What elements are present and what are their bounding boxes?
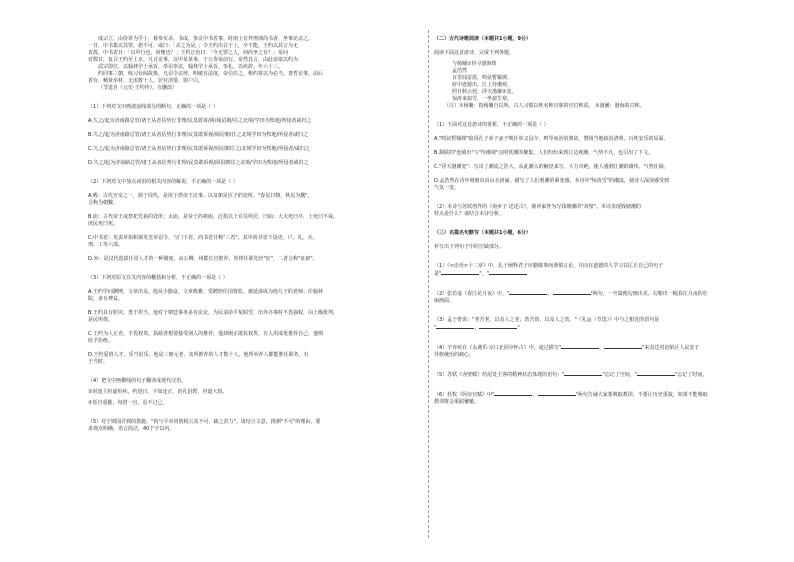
option: B.王约具有胆识，勇于担当。他对于朝廷事务多有议论，为民请命平冤昭雪，出外办事时不畏强权，由上级批判， — [88, 310, 339, 316]
item-tail: "，" — [479, 271, 489, 277]
option: D.王约爱惜人才，乐当伯乐。他是三朝元老，其所推荐的人才数十人，他所举荐人都能胜任职务，有 — [88, 352, 309, 358]
poem-line: 府中连骑出，江上待潮观。 — [452, 82, 513, 88]
answer-blank[interactable] — [441, 270, 479, 275]
option-cont: 是民所倚。 — [88, 317, 114, 323]
passage-line: 一日，中书集议其罪，恕不可，咸曰：「杀之为是。」令王约出召于上，卒不能，王约以其言为无 — [88, 43, 299, 49]
poem-line: 百里闻雷震，鸣弦暂辍弹。 — [452, 75, 513, 81]
section-intro: 补写出下列句子中的空缺部分。 — [434, 244, 505, 250]
answer-blank[interactable] — [509, 290, 547, 295]
question-stem: （5）对于则国并到的措施，"构与平章同情相言其不可，疏之甚力"。请结合文意，推测"不可"的理由。要 — [88, 419, 321, 425]
question-stem: （1）下面对这首唐诗的赏析，不正确的一项是（ ） — [434, 122, 549, 128]
passage-source: （节选自《元史·王约传》，有删改） — [98, 85, 178, 91]
section-poetry — [434, 36, 772, 218]
poem-line: 惊涛来似雪，一坐凛生寒。 — [452, 96, 513, 102]
translation-item: ①时逍主恒虚恒疾，约进曰，不如还正，治礼伯陛，世道大惧。 — [88, 389, 228, 395]
dictation-item: （3）孟子曾说："老吾老，以及人之老；幼吾幼，以及人之幼。"《礼运（节选）》中与之相近的语句是 " ， " — [434, 317, 660, 331]
poem-note: （注）①杨墉：指杨墉自以所。古人习惯以姓名称官职的官位称说。 ②渤澥：渤海的古称。 — [444, 103, 645, 109]
item-text: （4）辛弃疾在《永遇乐·京口北固亭怀古》中，通过描写" — [434, 345, 562, 351]
item-tail: "忘记了空间，" — [602, 372, 638, 378]
section-dictation — [434, 230, 772, 406]
option: A."鸣弦暂辍弹"暗用孔子弟子宓子贱任单父县令，鸣琴而治的典故，赞扬当地政治清明，百姓安乐的局面。 — [434, 136, 669, 142]
option: C."浮天渤澥宽"：写出了潮流之浩大，从此潮入的触觉来写，大力奇绝，使人感到江潮的雄伟，气势壮阔。 — [434, 164, 669, 170]
item-text: （1）《<论语>十二章》中，孔子阐释君子应勤敬事而谨慎言论，并向有道德的人学习以匡正自己的句子 — [434, 263, 664, 269]
option: B.颔联的"连骑出"与"待潮观"点明赏潮的聚集，人们纷纷来到江边观潮，气势不凡，也引出了下文。 — [434, 150, 654, 156]
question-2 — [88, 179, 422, 263]
item-text: （3）孟子曾说："老吾老，以及人之老；幼吾幼，以及人之幼。"《礼运（节选）》中与之相近的语句是 — [434, 317, 660, 323]
dictation-item: （2）张若虚《春江花月夜》中，" ， "两句，一开篇便勾画出美、勾勒出一幅春江月夜的壮 丽画面。 — [434, 291, 708, 304]
question-stem: （2）本诗与苏轼创作的《南乡子·送述古》，被评家誉为写钱塘潮的"双璧"。本诗表现钱塘潮的 — [434, 204, 641, 210]
answer-blank[interactable] — [561, 344, 599, 349]
answer-blank[interactable] — [479, 324, 520, 331]
answer-blank[interactable] — [604, 344, 642, 349]
option-cont: 刑、工等六部。 — [88, 242, 124, 248]
option: B.庙：古代帝王或祭祀先祖的处所；太庙，是帝王的祖庙，泛指以上官员所居，曰庙；大夫死曰卒，士死曰不禄， — [88, 214, 339, 220]
item-tail: " — [517, 325, 520, 331]
option: C.久之/起为济南路总管/诸王从者估势行非理/民莫敢诉视/阅诏朝往之/北境学田为牧地/所侵者/咸归之 — [88, 146, 310, 152]
poem-author: 孟浩然 — [452, 68, 468, 74]
option: B.久之/起为济南路总管/诸王从者估势行非理/民莫敢诉视/阅诏朝/往之北境学田为牧地/所侵者咸归之 — [88, 132, 309, 138]
passage-line: 直故，中书省日：「以甲行也，何愧也？」王约正色曰：「今无罪之人，何尚争之有？」帝问 — [88, 50, 289, 56]
section-title: （三）名篇名句默写（本题共1小题，6分） — [434, 230, 531, 236]
item-tail: 是" — [434, 271, 442, 277]
option: A.久之/起为济南路总管/诸王从者估势行非理/民莫敢诉/视/阅诏朝/往之北境/学田为牧地/所侵者咸归之 — [88, 118, 312, 124]
question-stem: （4）把文中画横线的句子翻译成现代汉语。 — [88, 378, 187, 384]
passage-line: 成宗立，由侍讲为学士，暮参实录。书成，参议中书省事。时南士有拜刑部尚书者，坐事论杀之。 — [98, 36, 314, 42]
answer-blank[interactable] — [553, 290, 591, 295]
item-tail: 教训将会重蹈覆辙。 — [434, 399, 480, 405]
section-intro: 阅读下面这首唐诗，完成下列各题。 — [434, 50, 515, 56]
answer-blank[interactable] — [489, 270, 527, 275]
passage-line: 武宗即位，以翰林学士承旨，奉诏奉议，翰林学士承旨，奉礼，以疾辞。年六十三。 — [98, 64, 284, 70]
option-cont: 庶民死曰死。 — [88, 221, 119, 227]
section-title: （二）古代诗歌阅读（本题共1小题，9分） — [434, 36, 531, 42]
item-tail: "忘记了时间。 — [675, 372, 708, 378]
dictation-item — [434, 263, 772, 278]
option-cont: 于当时。 — [88, 359, 109, 365]
answer-blank[interactable] — [637, 371, 675, 376]
dictation-item: （6）杜牧《阿房宫赋》中" ， "两句告诫大家要吸取教训，不要让历史重演，如果不能吸取 教训将会重蹈覆辙。 — [434, 392, 708, 405]
question-5 — [88, 419, 422, 433]
option: C.王约为人正直，不畏权贵。执政者想要接受别人的推荐，他却刚正敢抗权贵，有人用成优推荐自己，他则 — [88, 331, 324, 337]
answer-blank[interactable] — [564, 371, 602, 376]
poem — [452, 61, 772, 103]
item-tail: 丽画面。 — [434, 298, 455, 304]
dictation-item: （4）辛弃疾在《永遇乐·京口北固亭怀古》中，通过描写" ， "来表达对沦陷区人民安于 异族统治的痛心。 — [434, 345, 700, 358]
option-cont: 合称为朝觐。 — [88, 200, 119, 206]
poem-line: 照日秋云迥，浮天渤澥②宽。 — [452, 89, 517, 95]
option: C.中书省：负责草拟和颁发皇帝诏令，与门下省、尚书省并称"三省"。其中尚书省下设吏、户、礼、兵、 — [88, 235, 318, 241]
column-divider — [428, 30, 429, 538]
dictation-item — [434, 371, 772, 379]
option: D.孟浩然在诗中刻画出由山水涛涌，描写了人们观潮的紧张感，本诗中"惊涛雪"的潮流，使诗人深深感受到 — [434, 178, 670, 184]
option-cont: 给予拒绝。 — [88, 338, 114, 344]
question-stem: （2）下列对文中加点词语的相关内容的解说，不正确的一项是（ ） — [88, 179, 238, 185]
passage — [88, 36, 422, 92]
translation-item: ②惩官重勤，每惜一官，忍不过己。 — [88, 400, 168, 406]
question-stem-cont: 求观点明确，语言简洁，40个字以内。 — [88, 426, 175, 432]
option: A.殿：古代宫室之一，源于周代，是用于供帝王议事、以及朝见臣子的处所，"春见曰朝，秋见为觐"， — [88, 193, 313, 199]
option: D.久之/起为济南路总管/诸王从者估势行非理/民莫敢诉视/阅诏朝往之北境/学田为牧地/所侵者咸归之 — [88, 160, 309, 166]
poem-title: 与杨墉①侍寻渤海情 — [452, 61, 497, 67]
question-stem: （1）下列对文中画波浪线部分的断句，正确的一项是（ ） — [88, 104, 218, 110]
passage-line: 对数日，复召王约至上京。凡讨论事，以甲某某事，于公奏帝前行，帝然其言，由此帝欲以约为 — [88, 57, 299, 63]
right-column — [434, 36, 772, 406]
left-column — [88, 36, 422, 433]
question-stem-cont: 特点是什么？请结合本诗分析。 — [434, 211, 505, 217]
question-4 — [88, 378, 422, 407]
answer-blank[interactable] — [538, 391, 576, 396]
answer-blank[interactable] — [494, 391, 532, 396]
option-cont: 院，多有裨益。 — [88, 296, 124, 302]
option: D.举：是汉代选拔任用人才的一种制度，由公卿、州郡长官推荐，皆俸任职先经"征"，二者合称"征辟"。 — [88, 256, 318, 262]
item-tail: "来表达对沦陷区人民安于 — [642, 345, 700, 351]
option: A.王约学问渊博，文章出众。他从小勤奋，文章典雅；受聘担任国督监，被延请成为他儿子的老师；任翰林 — [88, 289, 323, 295]
item-tail: "两句告诫大家要吸取教训，不要让历史重演，如果不能吸取 — [575, 392, 708, 398]
question-stem: （3）下列对原文有关内容的概括和分析，不正确的一项是（ ） — [88, 275, 228, 281]
item-tail: 异族统治的痛心。 — [434, 352, 475, 358]
item-text: （5）苏轼《赤壁赋》结尾处主客的精神状态体现的语句：" — [434, 372, 565, 378]
option-cont: 气氛一变。 — [434, 185, 460, 191]
item-tail: "两句，一开篇便勾画出美、勾勒出一幅春江月夜的壮 — [590, 291, 708, 297]
question-3 — [88, 275, 422, 366]
question-1 — [88, 104, 422, 167]
answer-blank[interactable] — [436, 324, 474, 329]
item-text: （2）张若虚《春江花月夜》中，" — [434, 291, 510, 297]
item-text: （6）杜牧《阿房宫赋》中" — [434, 392, 495, 398]
passage-line: 约同事三朝，练习台阁故典，凡诏令议律，明敏有法度，帝信任之，称约常以为必当。善哲论事，前后 — [98, 71, 324, 77]
passage-line: 省台，畅贤举材，无虑数十人。居官清要，窗户白。 — [88, 78, 204, 84]
